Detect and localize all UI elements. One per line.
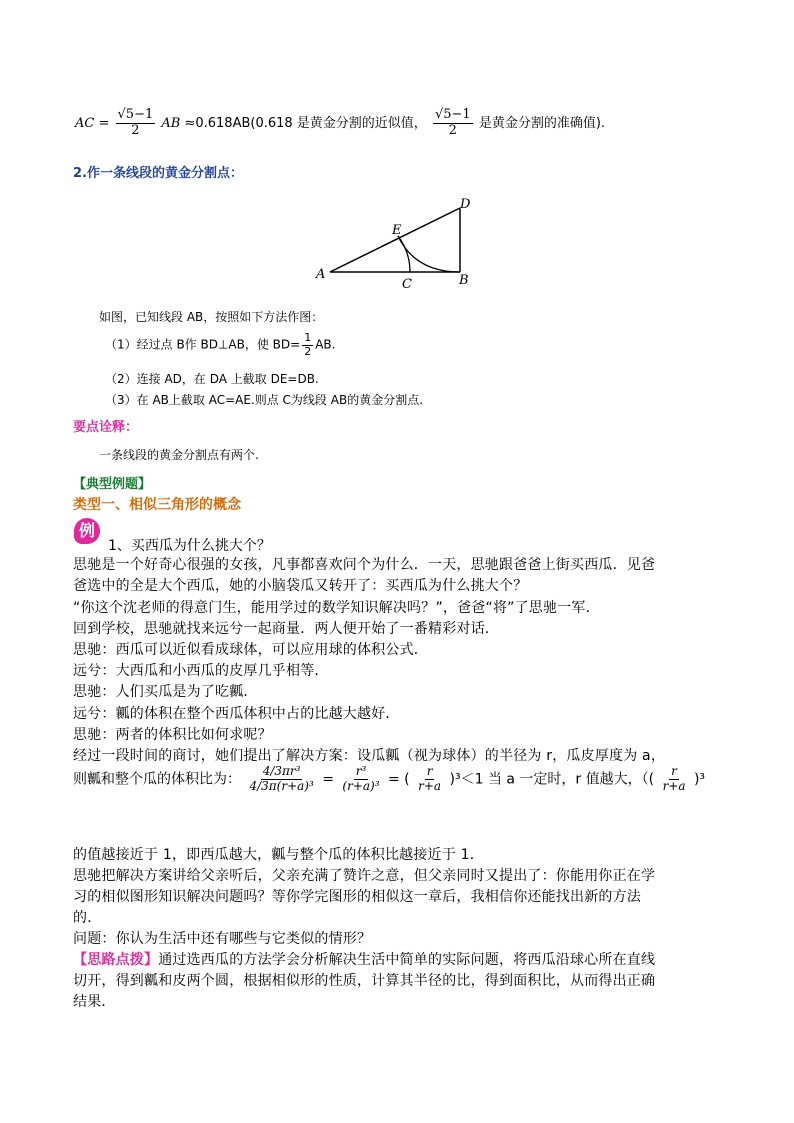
formula-ratio2-num: r <box>671 764 677 778</box>
formula-ratio2-den: r+a <box>662 778 686 793</box>
tip-line-1 <box>73 950 723 970</box>
intro-formula-line <box>75 108 605 139</box>
formula-prefix: 则瓤和整个瓜的体积比为： <box>73 771 241 788</box>
construction-intro: 如图，已知线段 AB，按照如下方法作图： <box>99 310 324 324</box>
question-1-title: 1、买西瓜为什么挑大个？ <box>108 538 271 554</box>
formula-equals-2: = ( <box>388 771 410 788</box>
story-line-2: 爸选中的全是大个西瓜，她的小脑袋瓜又转开了：买西瓜为什么挑大个？ <box>73 578 528 594</box>
story-line-9: 思驰：两者的体积比如何求呢？ <box>73 727 272 743</box>
story-line-13: 习的相似图形知识解决问题吗？等你学完图形的相似这一章后，我相信你还能找出新的方法 <box>73 889 641 905</box>
construction-step-1 <box>105 332 335 358</box>
construction-step-3: （3）在 AB上截取 AC=AE.则点 C为线段 AB的黄金分割点. <box>105 393 424 407</box>
intro-tail-text: 是黄金分割的准确值). <box>478 115 606 131</box>
step1-suffix: AB. <box>315 337 336 352</box>
label-e: E <box>392 223 402 238</box>
story-line-1: 思驰是一个好奇心很强的女孩，凡事都喜欢问个为什么．一天，思驰跟爸爸上街买西瓜．见爸 <box>73 557 656 573</box>
story-line-15: 问题：你认为生活中还有哪些与它类似的情形？ <box>73 931 372 947</box>
step1-frac-den: 2 <box>304 344 312 358</box>
story-line-12: 思驰把解决方案讲给父亲听后，父亲充满了赞许之意，但父亲同时又提出了：你能用你正在学 <box>73 868 656 884</box>
intro-fraction-1 <box>116 108 156 139</box>
keypoint-title: 要点诠释： <box>73 420 139 435</box>
story-line-14: 的． <box>73 910 102 926</box>
label-c: C <box>402 277 412 292</box>
example-badge-icon: 例 <box>74 518 100 544</box>
step1-prefix: （1）经过点 B作 BD⊥AB，使 BD= <box>105 337 301 352</box>
examples-header: 【典型例题】 <box>73 477 152 492</box>
tip-line-2: 切开，得到瓤和皮两个圆，根据相似形的性质，计算其半径的比，得到面积比，从而得出正确 <box>73 973 656 989</box>
step1-frac-num: 1 <box>304 331 312 344</box>
tip-line-3: 结果． <box>73 994 116 1010</box>
arc-ec <box>398 236 410 272</box>
type-1-title: 类型一、相似三角形的概念 <box>73 497 241 513</box>
formula-equals-1: = <box>322 771 334 788</box>
formula-fraction-cube <box>340 765 381 794</box>
story-line-11: 的值越接近于 1，即西瓜越大，瓤与整个瓜的体积比越接近于 1． <box>73 847 484 863</box>
formula-ratio-den: r+a <box>418 778 442 793</box>
intro-frac1-den: 2 <box>131 122 140 138</box>
intro-frac1-num: √5−1 <box>117 107 154 122</box>
formula-cube-den: (r+a)³ <box>342 778 380 793</box>
formula-middle-text: )³＜1 当 a 一定时，r 值越大，（( <box>449 771 655 788</box>
section-2-title: 2.作一条线段的黄金分割点： <box>73 166 243 181</box>
formula-volume-num: 4/3πr³ <box>262 764 301 778</box>
volume-ratio-formula <box>73 765 705 794</box>
story-line-5: 思驰：西瓜可以近似看成球体，可以应用球的体积公式． <box>73 642 428 658</box>
intro-frac2-num: √5−1 <box>434 107 471 122</box>
formula-fraction-volume <box>247 765 315 794</box>
step1-fraction <box>302 332 313 358</box>
construction-step-2: （2）连接 AD，在 DA 上截取 DE=DB. <box>105 372 319 386</box>
keypoint-text: 一条线段的黄金分割点有两个. <box>99 448 259 462</box>
intro-frac2-den: 2 <box>448 122 457 138</box>
story-line-6: 远兮：大西瓜和小西瓜的皮厚几乎相等． <box>73 663 329 679</box>
intro-ab: AB <box>161 115 181 131</box>
intro-fraction-2 <box>433 108 473 139</box>
segment-ad <box>330 208 460 272</box>
tip-text-1: 通过选西瓜的方法学会分析解决生活中简单的实际问题，将西瓜沿球心所在直线 <box>158 952 656 968</box>
tip-label: 【思路点拨】 <box>73 952 159 968</box>
story-line-3: “你这个沈老师的得意门生，能用学过的数学知识解决吗？”，爸爸“将”了思驰一军． <box>73 600 600 616</box>
formula-ratio-num: r <box>426 764 433 778</box>
story-line-4: 回到学校，思驰就找来远兮一起商量．两人便开始了一番精彩对话． <box>73 621 499 637</box>
label-a: A <box>316 267 326 282</box>
formula-cube-num: r³ <box>355 764 367 778</box>
story-line-10: 经过一段时间的商讨，她们提出了解决方案：设瓜瓤（视为球体）的半径为 r，瓜皮厚度为 a， <box>73 748 666 764</box>
label-b: B <box>459 273 469 288</box>
intro-approx-text: ≈0.618AB(0.618 是黄金分割的近似值， <box>184 115 427 131</box>
story-line-8: 远兮：瓤的体积在整个西瓜体积中占的比越大越好． <box>73 706 400 722</box>
formula-end: )³ <box>693 771 706 788</box>
golden-section-figure <box>310 196 490 296</box>
formula-fraction-ratio <box>416 765 443 794</box>
formula-fraction-ratio-2 <box>661 765 688 794</box>
label-d: D <box>460 197 471 212</box>
formula-volume-den: 4/3π(r+a)³ <box>249 778 314 793</box>
story-line-7: 思驰：人们买瓜是为了吃瓤． <box>73 684 258 700</box>
intro-lhs: AC = <box>75 115 110 131</box>
